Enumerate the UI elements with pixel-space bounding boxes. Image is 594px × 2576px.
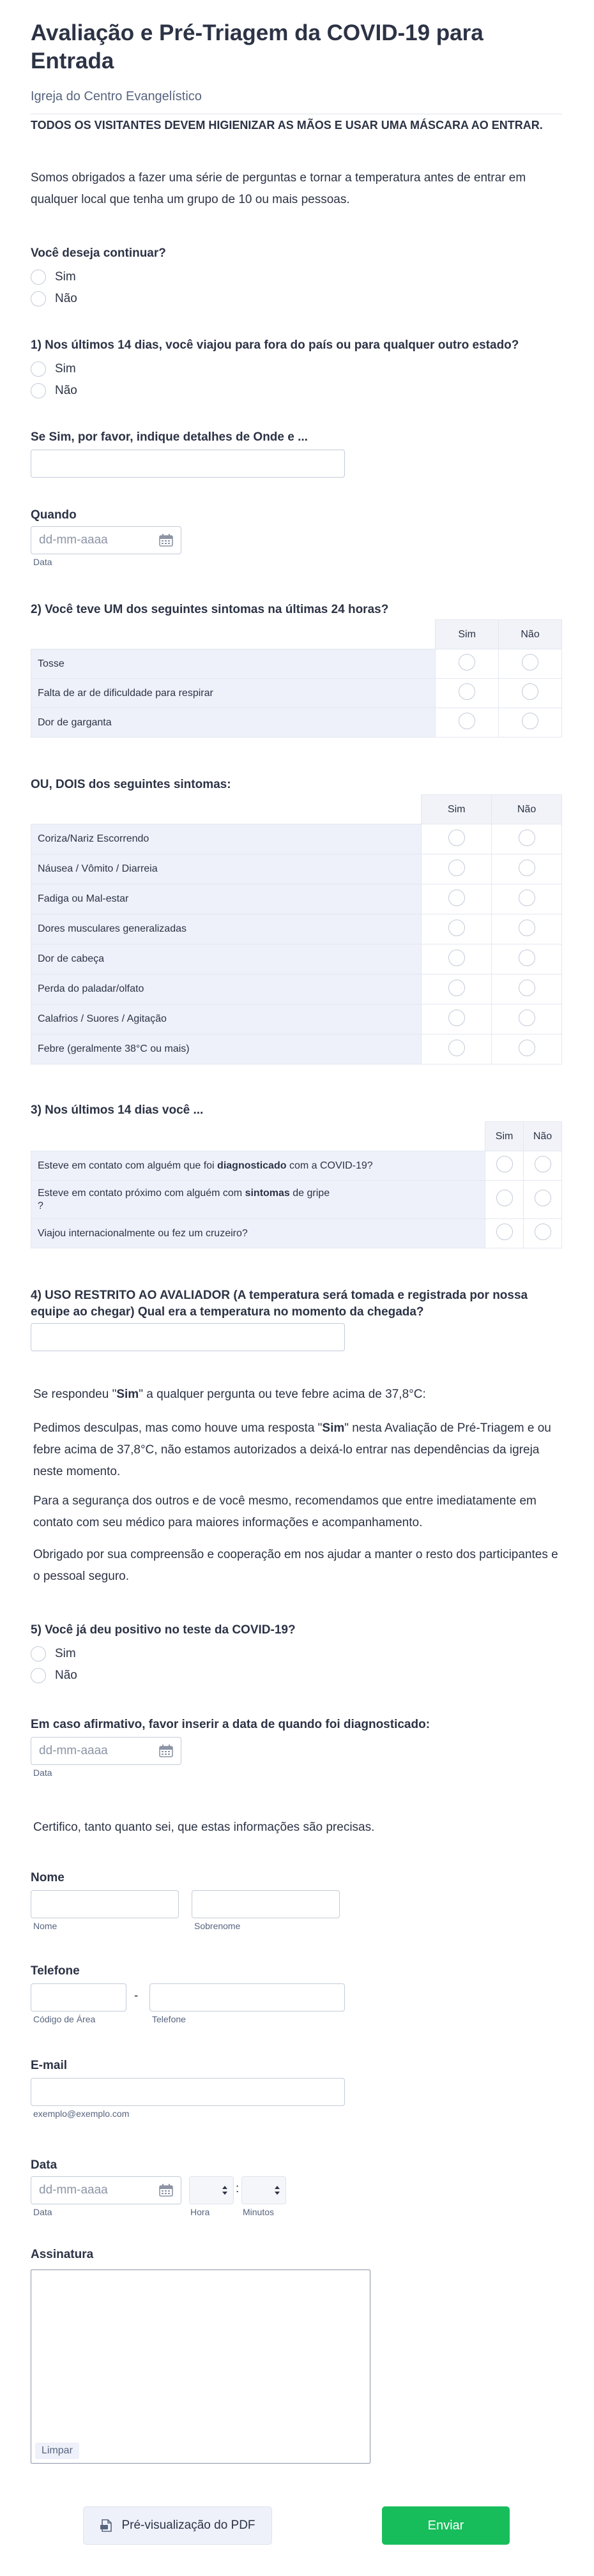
- radio-button[interactable]: [459, 713, 475, 729]
- matrix-row-label: Fadiga ou Mal-estar: [31, 884, 422, 914]
- radio-button[interactable]: [448, 890, 465, 906]
- date-input[interactable]: [31, 2176, 181, 2204]
- area-code-input[interactable]: [31, 1983, 126, 2012]
- travel-label: 1) Nos últimos 14 dias, você viajou para fora do país ou para qualquer outro estado?: [31, 338, 519, 352]
- form-header: [31, 19, 562, 114]
- matrix-row-label: Esteve em contato próximo com alguém com sintomas de gripe ?: [31, 1181, 485, 1219]
- matrix-row-label: Febre (geralmente 38°C ou mais): [31, 1034, 422, 1064]
- radio-button[interactable]: [31, 1646, 46, 1662]
- notice-paragraph-2: Para a segurança dos outros e de você mesmo, recomendamos que entre imediatamente em contato com seu médico para maiores informações e acompanhamento.: [33, 1494, 537, 1529]
- radio-button[interactable]: [519, 890, 535, 906]
- radio-button[interactable]: [522, 654, 538, 671]
- signature-label: Assinatura: [31, 2248, 94, 2261]
- contact-label: 3) Nos últimos 14 dias você ...: [31, 1103, 204, 1117]
- option-label: Sim: [55, 270, 76, 284]
- radio-button[interactable]: [448, 860, 465, 876]
- radio-button[interactable]: [519, 920, 535, 936]
- radio-button[interactable]: [31, 383, 46, 398]
- minutes-sublabel: Minutos: [243, 2207, 275, 2217]
- clear-signature-button[interactable]: Limpar: [35, 2443, 79, 2459]
- radio-button[interactable]: [448, 1010, 465, 1026]
- positive-yes-option[interactable]: [31, 1646, 76, 1662]
- column-header-no: Não: [499, 620, 562, 649]
- email-label: E-mail: [31, 2059, 68, 2072]
- when-date-input[interactable]: [31, 526, 181, 554]
- radio-button[interactable]: [535, 1190, 551, 1206]
- date-placeholder: dd-mm-aaaa: [39, 533, 108, 547]
- matrix-row-label: Náusea / Vômito / Diarreia: [31, 854, 422, 884]
- last-name-sublabel: Sobrenome: [194, 1921, 241, 1931]
- radio-button[interactable]: [31, 269, 46, 285]
- radio-button[interactable]: [31, 1668, 46, 1683]
- radio-button[interactable]: [31, 361, 46, 377]
- option-label: Sim: [55, 362, 76, 375]
- matrix-row-label: Viajou internacionalmente ou fez um cruzeiro?: [31, 1219, 485, 1248]
- notice-paragraph-1: Pedimos desculpas, mas como houve uma resposta "Sim" nesta Avaliação de Pré-Triagem e ou febre acima de 37,8°C, não estamos autorizados a deixá-lo entrar nas dependências da igreja neste momento.: [33, 1421, 551, 1478]
- date-placeholder: dd-mm-aaaa: [39, 1744, 108, 1757]
- matrix-row-label: Dor de garganta: [31, 708, 436, 738]
- radio-button[interactable]: [496, 1156, 513, 1172]
- phone-number-input[interactable]: [149, 1983, 345, 2012]
- symptoms-two-matrix: [31, 794, 562, 1064]
- positive-no-option[interactable]: [31, 1668, 77, 1683]
- page-subtitle: Igreja do Centro Evangelístico: [31, 89, 202, 103]
- calendar-icon[interactable]: [159, 2184, 173, 2197]
- radio-button[interactable]: [535, 1156, 551, 1172]
- symptoms-one-label: 2) Você teve UM dos seguintes sintomas na últimas 24 horas?: [31, 603, 389, 616]
- continue-no-option[interactable]: [31, 291, 77, 307]
- page-title: Avaliação e Pré-Triagem da COVID-19 para Entrada: [31, 20, 484, 73]
- radio-button[interactable]: [459, 683, 475, 700]
- radio-button[interactable]: [519, 950, 535, 966]
- symptoms-one-matrix: [31, 619, 562, 738]
- matrix-row-label: Falta de ar de dificuldade para respirar: [31, 679, 436, 708]
- option-label: Não: [55, 292, 77, 305]
- first-name-sublabel: Nome: [33, 1921, 57, 1931]
- last-name-input[interactable]: [192, 1890, 340, 1918]
- matrix-row-label: Dores musculares generalizadas: [31, 914, 422, 944]
- column-header-yes: Sim: [436, 620, 499, 649]
- continue-yes-option[interactable]: [31, 269, 76, 285]
- notice-intro: Se respondeu "Sim" a qualquer pergunta ou teve febre acima de 37,8°C:: [33, 1388, 426, 1401]
- intro-warning: TODOS OS VISITANTES DEVEM HIGIENIZAR AS MÃOS E USAR UMA MÁSCARA AO ENTRAR.: [31, 119, 543, 132]
- matrix-row-label: Calafrios / Suores / Agitação: [31, 1004, 422, 1034]
- symptoms-two-label: OU, DOIS dos seguintes sintomas:: [31, 778, 231, 791]
- radio-button[interactable]: [448, 920, 465, 936]
- hour-select[interactable]: [189, 2176, 234, 2204]
- hour-sublabel: Hora: [190, 2207, 210, 2217]
- travel-yes-option[interactable]: [31, 361, 76, 377]
- diagnosis-date-label: Em caso afirmativo, favor inserir a data de quando foi diagnosticado:: [31, 1718, 430, 1731]
- radio-button[interactable]: [519, 830, 535, 846]
- intro-text: Somos obrigados a fazer uma série de perguntas e tornar a temperatura antes de entrar em qualquer local que tenha um grupo de 10 ou mais pessoas.: [31, 171, 526, 206]
- radio-button[interactable]: [459, 654, 475, 671]
- option-label: Sim: [55, 1647, 76, 1660]
- spinner-arrows-icon: [222, 2185, 228, 2196]
- matrix-row-label: Perda do paladar/olfato: [31, 974, 422, 1004]
- temperature-input[interactable]: [31, 1323, 345, 1351]
- column-header-no: Não: [492, 795, 562, 824]
- continue-label: Você deseja continuar?: [31, 246, 166, 260]
- submit-button[interactable]: Enviar: [382, 2506, 510, 2545]
- radio-button[interactable]: [496, 1224, 513, 1240]
- time-separator: :: [236, 2182, 240, 2195]
- when-label: Quando: [31, 508, 77, 522]
- column-header-no: Não: [524, 1122, 562, 1151]
- matrix-row-label: Coriza/Nariz Escorrendo: [31, 824, 422, 854]
- travel-no-option[interactable]: [31, 383, 77, 398]
- column-header-yes: Sim: [485, 1122, 524, 1151]
- positive-label: 5) Você já deu positivo no teste da COVID-19?: [31, 1623, 296, 1637]
- radio-button[interactable]: [448, 1040, 465, 1056]
- contact-matrix: [31, 1121, 562, 1248]
- pdf-preview-label: Pré-visualização do PDF: [121, 2519, 255, 2532]
- minutes-select[interactable]: [241, 2176, 286, 2204]
- radio-button[interactable]: [522, 713, 538, 729]
- option-label: Não: [55, 1669, 77, 1682]
- radio-button[interactable]: [535, 1224, 551, 1240]
- diagnosis-date-sublabel: Data: [33, 1768, 52, 1778]
- name-label: Nome: [31, 1871, 65, 1884]
- details-input[interactable]: [31, 450, 345, 478]
- phone-number-sublabel: Telefone: [152, 2014, 186, 2024]
- calendar-icon[interactable]: [159, 534, 173, 547]
- notice-paragraph-3: Obrigado por sua compreensão e cooperação em nos ajudar a manter o resto dos participantes e o pessoal seguro.: [33, 1548, 558, 1583]
- date-label: Data: [31, 2158, 57, 2172]
- option-label: Não: [55, 384, 77, 397]
- date-placeholder: dd-mm-aaaa: [39, 2183, 108, 2197]
- phone-label: Telefone: [31, 1964, 80, 1978]
- column-header-yes: Sim: [422, 795, 492, 824]
- date-sublabel: Data: [33, 2207, 52, 2217]
- radio-button[interactable]: [519, 980, 535, 996]
- diagnosis-date-input[interactable]: [31, 1737, 181, 1765]
- radio-button[interactable]: [519, 1010, 535, 1026]
- certify-text: Certifico, tanto quanto sei, que estas informações são precisas.: [33, 1821, 375, 1834]
- pdf-document-icon: [100, 2519, 114, 2533]
- email-sublabel: exemplo@exemplo.com: [33, 2109, 130, 2119]
- radio-button[interactable]: [496, 1190, 513, 1206]
- radio-button[interactable]: [31, 291, 46, 307]
- first-name-input[interactable]: [31, 1890, 179, 1918]
- matrix-row-label: Dor de cabeça: [31, 944, 422, 974]
- radio-button[interactable]: [522, 683, 538, 700]
- spinner-arrows-icon: [274, 2185, 280, 2196]
- pdf-preview-button[interactable]: [83, 2506, 272, 2545]
- calendar-icon[interactable]: [159, 1745, 173, 1757]
- radio-button[interactable]: [519, 860, 535, 876]
- radio-button[interactable]: [448, 950, 465, 966]
- radio-button[interactable]: [448, 830, 465, 846]
- signature-pad[interactable]: [31, 2269, 370, 2464]
- radio-button[interactable]: [519, 1040, 535, 1056]
- area-code-sublabel: Código de Área: [33, 2014, 96, 2024]
- temperature-label: 4) USO RESTRITO AO AVALIADOR (A temperatura será tomada e registrada por nossa equipe ao chegar) Qual era a temperatura no momento da chegada?: [31, 1289, 528, 1319]
- email-input[interactable]: [31, 2078, 345, 2106]
- details-label: Se Sim, por favor, indique detalhes de Onde e ...: [31, 430, 308, 444]
- radio-button[interactable]: [448, 980, 465, 996]
- when-sublabel: Data: [33, 557, 52, 567]
- matrix-row-label: Tosse: [31, 649, 436, 679]
- matrix-row-label: Esteve em contato com alguém que foi diagnosticado com a COVID-19?: [31, 1151, 485, 1181]
- phone-separator: -: [134, 1989, 139, 2003]
